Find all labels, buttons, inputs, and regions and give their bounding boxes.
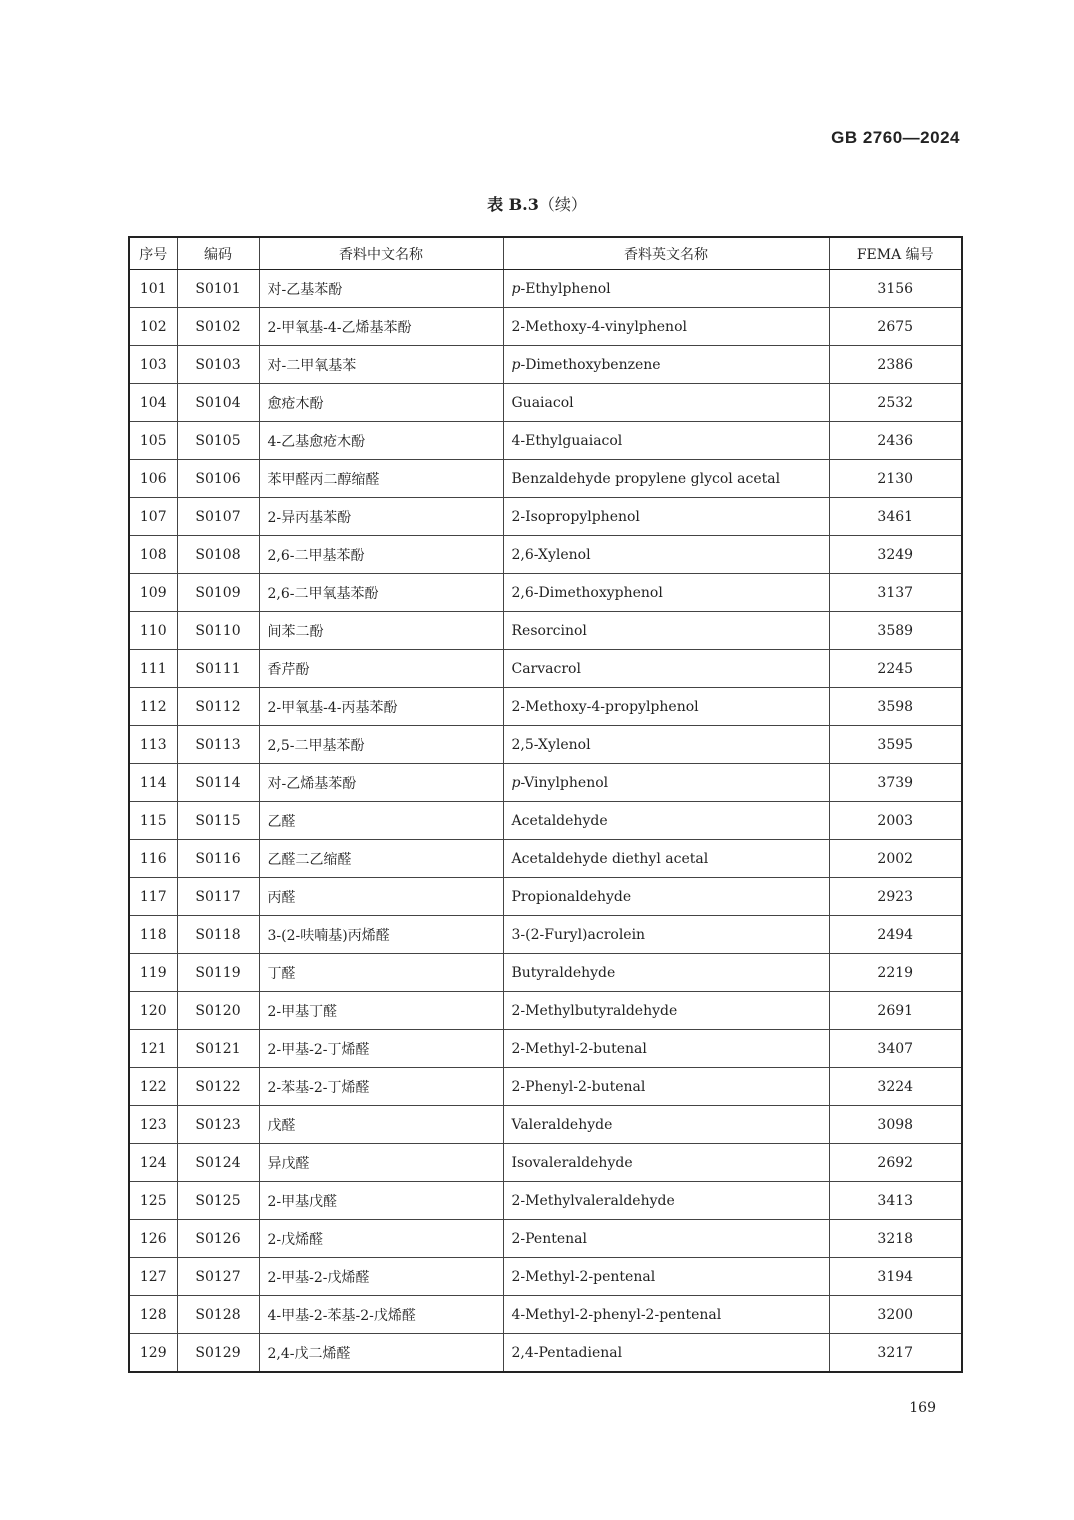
- cell-number: 116: [129, 840, 177, 878]
- english-name-prefix: p: [511, 356, 521, 373]
- cell-fema: 3598: [829, 688, 962, 726]
- table-row: [129, 1144, 962, 1182]
- table-row: [129, 1182, 962, 1220]
- cell-english-name: [503, 1258, 829, 1296]
- english-name-text: 2,6-Xylenol: [511, 546, 591, 563]
- cell-chinese-name: 2-戊烯醛: [259, 1220, 503, 1258]
- column-header-code: 编码: [177, 237, 259, 270]
- cell-number: 113: [129, 726, 177, 764]
- cell-fema: 3739: [829, 764, 962, 802]
- table-row: [129, 688, 962, 726]
- cell-code: S0120: [177, 992, 259, 1030]
- cell-code: S0118: [177, 916, 259, 954]
- table-row: [129, 308, 962, 346]
- cell-code: S0112: [177, 688, 259, 726]
- cell-english-name: [503, 726, 829, 764]
- cell-english-name: [503, 1182, 829, 1220]
- table-row: [129, 574, 962, 612]
- english-name-text: 4-Methyl-2-phenyl-2-pentenal: [511, 1306, 722, 1323]
- table-row: [129, 1334, 962, 1373]
- cell-number: 110: [129, 612, 177, 650]
- cell-number: 127: [129, 1258, 177, 1296]
- cell-number: 126: [129, 1220, 177, 1258]
- cell-code: S0119: [177, 954, 259, 992]
- table-row: [129, 422, 962, 460]
- cell-chinese-name: 2,5-二甲基苯酚: [259, 726, 503, 764]
- table-row: [129, 1030, 962, 1068]
- cell-code: S0126: [177, 1220, 259, 1258]
- cell-english-name: [503, 992, 829, 1030]
- cell-number: 118: [129, 916, 177, 954]
- cell-chinese-name: 对-乙基苯酚: [259, 270, 503, 308]
- cell-fema: 2386: [829, 346, 962, 384]
- cell-chinese-name: 间苯二酚: [259, 612, 503, 650]
- cell-english-name: [503, 1334, 829, 1373]
- cell-english-name: [503, 802, 829, 840]
- cell-number: 104: [129, 384, 177, 422]
- column-header-chinese-name: 香料中文名称: [259, 237, 503, 270]
- cell-number: 111: [129, 650, 177, 688]
- cell-code: S0122: [177, 1068, 259, 1106]
- cell-number: 106: [129, 460, 177, 498]
- cell-english-name: [503, 954, 829, 992]
- cell-chinese-name: 异戊醛: [259, 1144, 503, 1182]
- cell-english-name: [503, 270, 829, 308]
- cell-chinese-name: 4-甲基-2-苯基-2-戊烯醛: [259, 1296, 503, 1334]
- table-row: [129, 270, 962, 308]
- cell-code: S0108: [177, 536, 259, 574]
- cell-code: S0114: [177, 764, 259, 802]
- table-header-row: [129, 237, 962, 270]
- standard-code: GB 2760—2024: [831, 128, 960, 147]
- english-name-text: Isovaleraldehyde: [511, 1154, 633, 1171]
- table-row: [129, 992, 962, 1030]
- cell-number: 112: [129, 688, 177, 726]
- cell-fema: 3218: [829, 1220, 962, 1258]
- cell-chinese-name: 3-(2-呋喃基)丙烯醛: [259, 916, 503, 954]
- table-row: [129, 726, 962, 764]
- cell-chinese-name: 2-甲氧基-4-乙烯基苯酚: [259, 308, 503, 346]
- cell-code: S0123: [177, 1106, 259, 1144]
- english-name-text: Benzaldehyde propylene glycol acetal: [511, 470, 781, 487]
- table-row: [129, 916, 962, 954]
- cell-number: 101: [129, 270, 177, 308]
- cell-fema: 3595: [829, 726, 962, 764]
- cell-code: S0113: [177, 726, 259, 764]
- cell-chinese-name: 2-异丙基苯酚: [259, 498, 503, 536]
- table-row: [129, 1296, 962, 1334]
- cell-english-name: [503, 384, 829, 422]
- english-name-text: 2,5-Xylenol: [511, 736, 591, 753]
- table-row: [129, 498, 962, 536]
- cell-fema: 3156: [829, 270, 962, 308]
- cell-number: 124: [129, 1144, 177, 1182]
- cell-fema: 2494: [829, 916, 962, 954]
- cell-code: S0125: [177, 1182, 259, 1220]
- cell-english-name: [503, 574, 829, 612]
- cell-fema: 2691: [829, 992, 962, 1030]
- cell-number: 107: [129, 498, 177, 536]
- cell-english-name: [503, 840, 829, 878]
- cell-english-name: [503, 1144, 829, 1182]
- cell-english-name: [503, 536, 829, 574]
- cell-fema: 3137: [829, 574, 962, 612]
- english-name-text: 2-Pentenal: [511, 1230, 587, 1247]
- cell-code: S0117: [177, 878, 259, 916]
- cell-fema: 2245: [829, 650, 962, 688]
- english-name-prefix: p: [511, 280, 521, 297]
- cell-code: S0106: [177, 460, 259, 498]
- english-name-text: 2-Methoxy-4-propylphenol: [511, 698, 699, 715]
- table-row: [129, 1220, 962, 1258]
- cell-fema: 3461: [829, 498, 962, 536]
- table-row: [129, 460, 962, 498]
- cell-fema: 2130: [829, 460, 962, 498]
- cell-fema: 2923: [829, 878, 962, 916]
- cell-chinese-name: 愈疮木酚: [259, 384, 503, 422]
- cell-number: 115: [129, 802, 177, 840]
- cell-fema: 2436: [829, 422, 962, 460]
- english-name-text: Propionaldehyde: [511, 888, 632, 905]
- cell-number: 109: [129, 574, 177, 612]
- cell-english-name: [503, 650, 829, 688]
- cell-chinese-name: 对-乙烯基苯酚: [259, 764, 503, 802]
- cell-chinese-name: 2,6-二甲氧基苯酚: [259, 574, 503, 612]
- english-name-text: -Dimethoxybenzene: [520, 356, 661, 373]
- table-row: [129, 878, 962, 916]
- english-name-text: Carvacrol: [511, 660, 581, 677]
- cell-chinese-name: 2-甲基戊醛: [259, 1182, 503, 1220]
- cell-code: S0116: [177, 840, 259, 878]
- cell-fema: 2002: [829, 840, 962, 878]
- column-header-number: 序号: [129, 237, 177, 270]
- cell-code: S0107: [177, 498, 259, 536]
- fragrance-table: [128, 236, 963, 1373]
- cell-fema: 3200: [829, 1296, 962, 1334]
- cell-chinese-name: 2-甲基丁醛: [259, 992, 503, 1030]
- cell-code: S0111: [177, 650, 259, 688]
- cell-fema: 3407: [829, 1030, 962, 1068]
- cell-fema: 2003: [829, 802, 962, 840]
- cell-number: 129: [129, 1334, 177, 1373]
- english-name-text: -Ethylphenol: [520, 280, 611, 297]
- cell-chinese-name: 2-甲基-2-丁烯醛: [259, 1030, 503, 1068]
- cell-number: 103: [129, 346, 177, 384]
- table-row: [129, 1068, 962, 1106]
- cell-english-name: [503, 1030, 829, 1068]
- cell-fema: 3217: [829, 1334, 962, 1373]
- cell-fema: 2692: [829, 1144, 962, 1182]
- cell-fema: 3589: [829, 612, 962, 650]
- cell-english-name: [503, 346, 829, 384]
- cell-code: S0115: [177, 802, 259, 840]
- cell-chinese-name: 乙醛二乙缩醛: [259, 840, 503, 878]
- cell-english-name: [503, 422, 829, 460]
- english-name-text: 2-Methyl-2-pentenal: [511, 1268, 656, 1285]
- cell-english-name: [503, 460, 829, 498]
- cell-code: S0121: [177, 1030, 259, 1068]
- cell-english-name: [503, 1220, 829, 1258]
- cell-chinese-name: 2-甲基-2-戊烯醛: [259, 1258, 503, 1296]
- table-row: [129, 954, 962, 992]
- cell-english-name: [503, 764, 829, 802]
- cell-code: S0128: [177, 1296, 259, 1334]
- cell-chinese-name: 丙醛: [259, 878, 503, 916]
- table-row: [129, 536, 962, 574]
- table-row: [129, 1106, 962, 1144]
- cell-chinese-name: 丁醛: [259, 954, 503, 992]
- english-name-text: 4-Ethylguaiacol: [511, 432, 623, 449]
- cell-code: S0103: [177, 346, 259, 384]
- cell-chinese-name: 2,4-戊二烯醛: [259, 1334, 503, 1373]
- cell-english-name: [503, 1296, 829, 1334]
- cell-chinese-name: 戊醛: [259, 1106, 503, 1144]
- cell-english-name: [503, 688, 829, 726]
- cell-number: 122: [129, 1068, 177, 1106]
- cell-number: 123: [129, 1106, 177, 1144]
- cell-chinese-name: 2-苯基-2-丁烯醛: [259, 1068, 503, 1106]
- english-name-text: -Vinylphenol: [520, 774, 609, 791]
- cell-fema: 3098: [829, 1106, 962, 1144]
- cell-number: 120: [129, 992, 177, 1030]
- english-name-text: 2-Methyl-2-butenal: [511, 1040, 647, 1057]
- cell-fema: 2532: [829, 384, 962, 422]
- cell-chinese-name: 对-二甲氧基苯: [259, 346, 503, 384]
- cell-chinese-name: 香芹酚: [259, 650, 503, 688]
- english-name-text: Resorcinol: [511, 622, 587, 639]
- cell-code: S0101: [177, 270, 259, 308]
- cell-fema: 3413: [829, 1182, 962, 1220]
- cell-number: 102: [129, 308, 177, 346]
- cell-code: S0129: [177, 1334, 259, 1373]
- cell-number: 128: [129, 1296, 177, 1334]
- cell-fema: 3249: [829, 536, 962, 574]
- cell-fema: 3194: [829, 1258, 962, 1296]
- cell-english-name: [503, 308, 829, 346]
- english-name-text: Acetaldehyde: [511, 812, 608, 829]
- cell-number: 121: [129, 1030, 177, 1068]
- table-caption-suffix: （续）: [538, 195, 587, 214]
- cell-english-name: [503, 878, 829, 916]
- english-name-text: 2-Isopropylphenol: [511, 508, 640, 525]
- table-row: [129, 612, 962, 650]
- english-name-text: Guaiacol: [511, 394, 574, 411]
- table-row: [129, 384, 962, 422]
- cell-fema: 2675: [829, 308, 962, 346]
- table-row: [129, 802, 962, 840]
- english-name-text: 2,6-Dimethoxyphenol: [511, 584, 663, 601]
- english-name-text: 2-Methylbutyraldehyde: [511, 1002, 678, 1019]
- cell-number: 125: [129, 1182, 177, 1220]
- cell-number: 117: [129, 878, 177, 916]
- cell-code: S0109: [177, 574, 259, 612]
- cell-code: S0105: [177, 422, 259, 460]
- english-name-text: 3-(2-Furyl)acrolein: [511, 926, 646, 943]
- cell-number: 114: [129, 764, 177, 802]
- cell-code: S0104: [177, 384, 259, 422]
- page-number: 169: [909, 1400, 936, 1416]
- column-header-fema: FEMA 编号: [829, 237, 962, 270]
- cell-english-name: [503, 1106, 829, 1144]
- english-name-text: 2-Methylvaleraldehyde: [511, 1192, 675, 1209]
- cell-chinese-name: 乙醛: [259, 802, 503, 840]
- english-name-text: Butyraldehyde: [511, 964, 616, 981]
- table-row: [129, 650, 962, 688]
- english-name-prefix: p: [511, 774, 521, 791]
- table-row: [129, 346, 962, 384]
- cell-english-name: [503, 1068, 829, 1106]
- table-row: [129, 764, 962, 802]
- english-name-text: Acetaldehyde diethyl acetal: [511, 850, 709, 867]
- cell-fema: 3224: [829, 1068, 962, 1106]
- cell-english-name: [503, 498, 829, 536]
- column-header-english-name: 香料英文名称: [503, 237, 829, 270]
- english-name-text: 2,4-Pentadienal: [511, 1344, 623, 1361]
- cell-code: S0110: [177, 612, 259, 650]
- table-body: [129, 270, 962, 1373]
- cell-fema: 2219: [829, 954, 962, 992]
- english-name-text: Valeraldehyde: [511, 1116, 613, 1133]
- table-caption: [0, 192, 1074, 215]
- cell-number: 105: [129, 422, 177, 460]
- table-caption-label: 表 B.3: [487, 195, 539, 214]
- cell-code: S0102: [177, 308, 259, 346]
- cell-chinese-name: 2-甲氧基-4-丙基苯酚: [259, 688, 503, 726]
- cell-number: 119: [129, 954, 177, 992]
- cell-chinese-name: 苯甲醛丙二醇缩醛: [259, 460, 503, 498]
- table-row: [129, 1258, 962, 1296]
- cell-chinese-name: 4-乙基愈疮木酚: [259, 422, 503, 460]
- cell-english-name: [503, 612, 829, 650]
- cell-number: 108: [129, 536, 177, 574]
- english-name-text: 2-Phenyl-2-butenal: [511, 1078, 646, 1095]
- english-name-text: 2-Methoxy-4-vinylphenol: [511, 318, 687, 335]
- cell-code: S0127: [177, 1258, 259, 1296]
- table-row: [129, 840, 962, 878]
- cell-code: S0124: [177, 1144, 259, 1182]
- cell-english-name: [503, 916, 829, 954]
- cell-chinese-name: 2,6-二甲基苯酚: [259, 536, 503, 574]
